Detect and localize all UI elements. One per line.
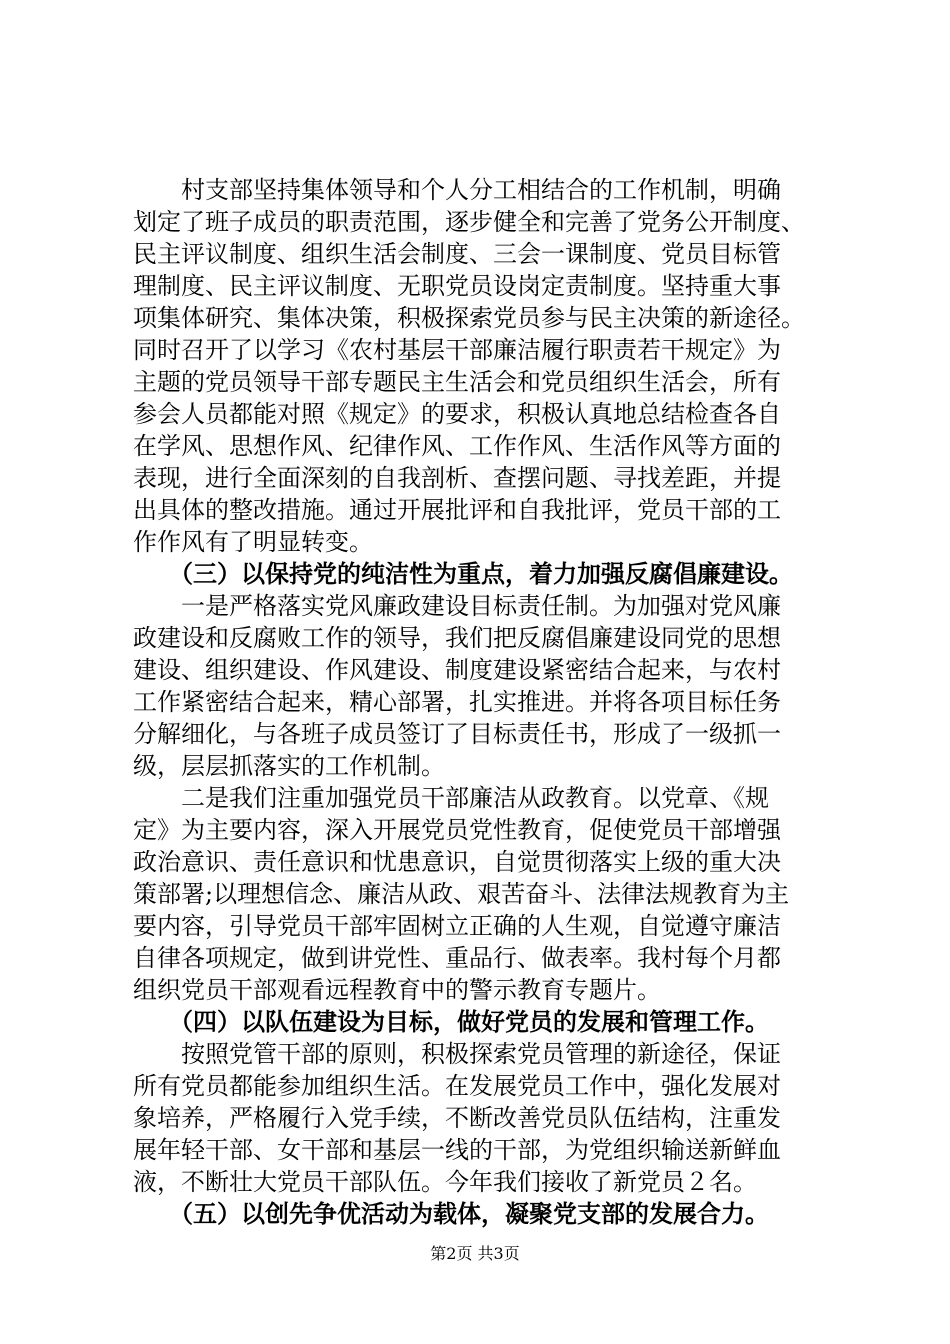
text-line: 划定了班子成员的职责范围，逐步健全和完善了党务公开制度、 — [133, 208, 805, 236]
text-line: 定》为主要内容，深入开展党员党性教育，促使党员干部增强 — [133, 816, 781, 844]
text-line: 村支部坚持集体领导和个人分工相结合的工作机制，明确 — [133, 176, 781, 204]
text-line: 策部署;以理想信念、廉洁从政、艰苦奋斗、法律法规教育为主 — [133, 880, 790, 908]
text-line: 自律各项规定，做到讲党性、重品行、做表率。我村每个月都 — [133, 944, 781, 972]
text-line: 表现，进行全面深刻的自我剖析、查摆问题、寻找差距，并提 — [133, 464, 781, 492]
text-line: 在学风、思想作风、纪律作风、工作作风、生活作风等方面的 — [133, 432, 781, 460]
section-heading: （四）以队伍建设为目标，做好党员的发展和管理工作。 — [133, 1007, 769, 1036]
text-line: 政建设和反腐败工作的领导，我们把反腐倡廉建设同党的思想 — [133, 624, 781, 652]
text-line: 要内容，引导党员干部牢固树立正确的人生观，自觉遵守廉洁 — [133, 912, 781, 940]
text-line: 建设、组织建设、作风建设、制度建设紧密结合起来，与农村 — [133, 656, 781, 684]
text-line: 象培养，严格履行入党手续，不断改善党员队伍结构，注重发 — [133, 1104, 781, 1132]
text-line: 组织党员干部观看远程教育中的警示教育专题片。 — [133, 976, 661, 1004]
section-heading: （五）以创先争优活动为载体，凝聚党支部的发展合力。 — [133, 1199, 769, 1228]
text-line: 同时召开了以学习《农村基层干部廉洁履行职责若干规定》为 — [133, 336, 781, 364]
text-line: 所有党员都能参加组织生活。在发展党员工作中，强化发展对 — [133, 1072, 781, 1100]
text-line: 参会人员都能对照《规定》的要求，积极认真地总结检查各自 — [133, 400, 781, 428]
text-line: 展年轻干部、女干部和基层一线的干部，为党组织输送新鲜血 — [133, 1136, 781, 1164]
page-footer: 第2页 共3页 — [430, 1244, 520, 1263]
text-line: 分解细化，与各班子成员签订了目标责任书，形成了一级抓一 — [133, 720, 781, 748]
text-line: 民主评议制度、组织生活会制度、三会一课制度、党员目标管 — [133, 240, 781, 268]
text-line: 按照党管干部的原则，积极探索党员管理的新途径，保证 — [133, 1040, 781, 1068]
text-line: 项集体研究、集体决策，积极探索党员参与民主决策的新途径。 — [133, 304, 805, 332]
text-line: 一是严格落实党风廉政建设目标责任制。为加强对党风廉 — [133, 592, 781, 620]
text-line: 作作风有了明显转变。 — [133, 528, 373, 556]
text-line: 出具体的整改措施。通过开展批评和自我批评，党员干部的工 — [133, 496, 781, 524]
text-line: 级，层层抓落实的工作机制。 — [133, 752, 445, 780]
text-line: 政治意识、责任意识和忧患意识，自觉贯彻落实上级的重大决 — [133, 848, 781, 876]
text-line: 液，不断壮大党员干部队伍。今年我们接收了新党员２名。 — [133, 1168, 757, 1196]
text-line: 二是我们注重加强党员干部廉洁从政教育。以党章、《规 — [133, 784, 769, 812]
text-line: 工作紧密结合起来，精心部署，扎实推进。并将各项目标任务 — [133, 688, 781, 716]
text-line: 理制度、民主评议制度、无职党员设岗定责制度。坚持重大事 — [133, 272, 781, 300]
section-heading: （三）以保持党的纯洁性为重点，着力加强反腐倡廉建设。 — [133, 559, 793, 588]
text-line: 主题的党员领导干部专题民主生活会和党员组织生活会，所有 — [133, 368, 781, 396]
document-body — [133, 174, 853, 1230]
